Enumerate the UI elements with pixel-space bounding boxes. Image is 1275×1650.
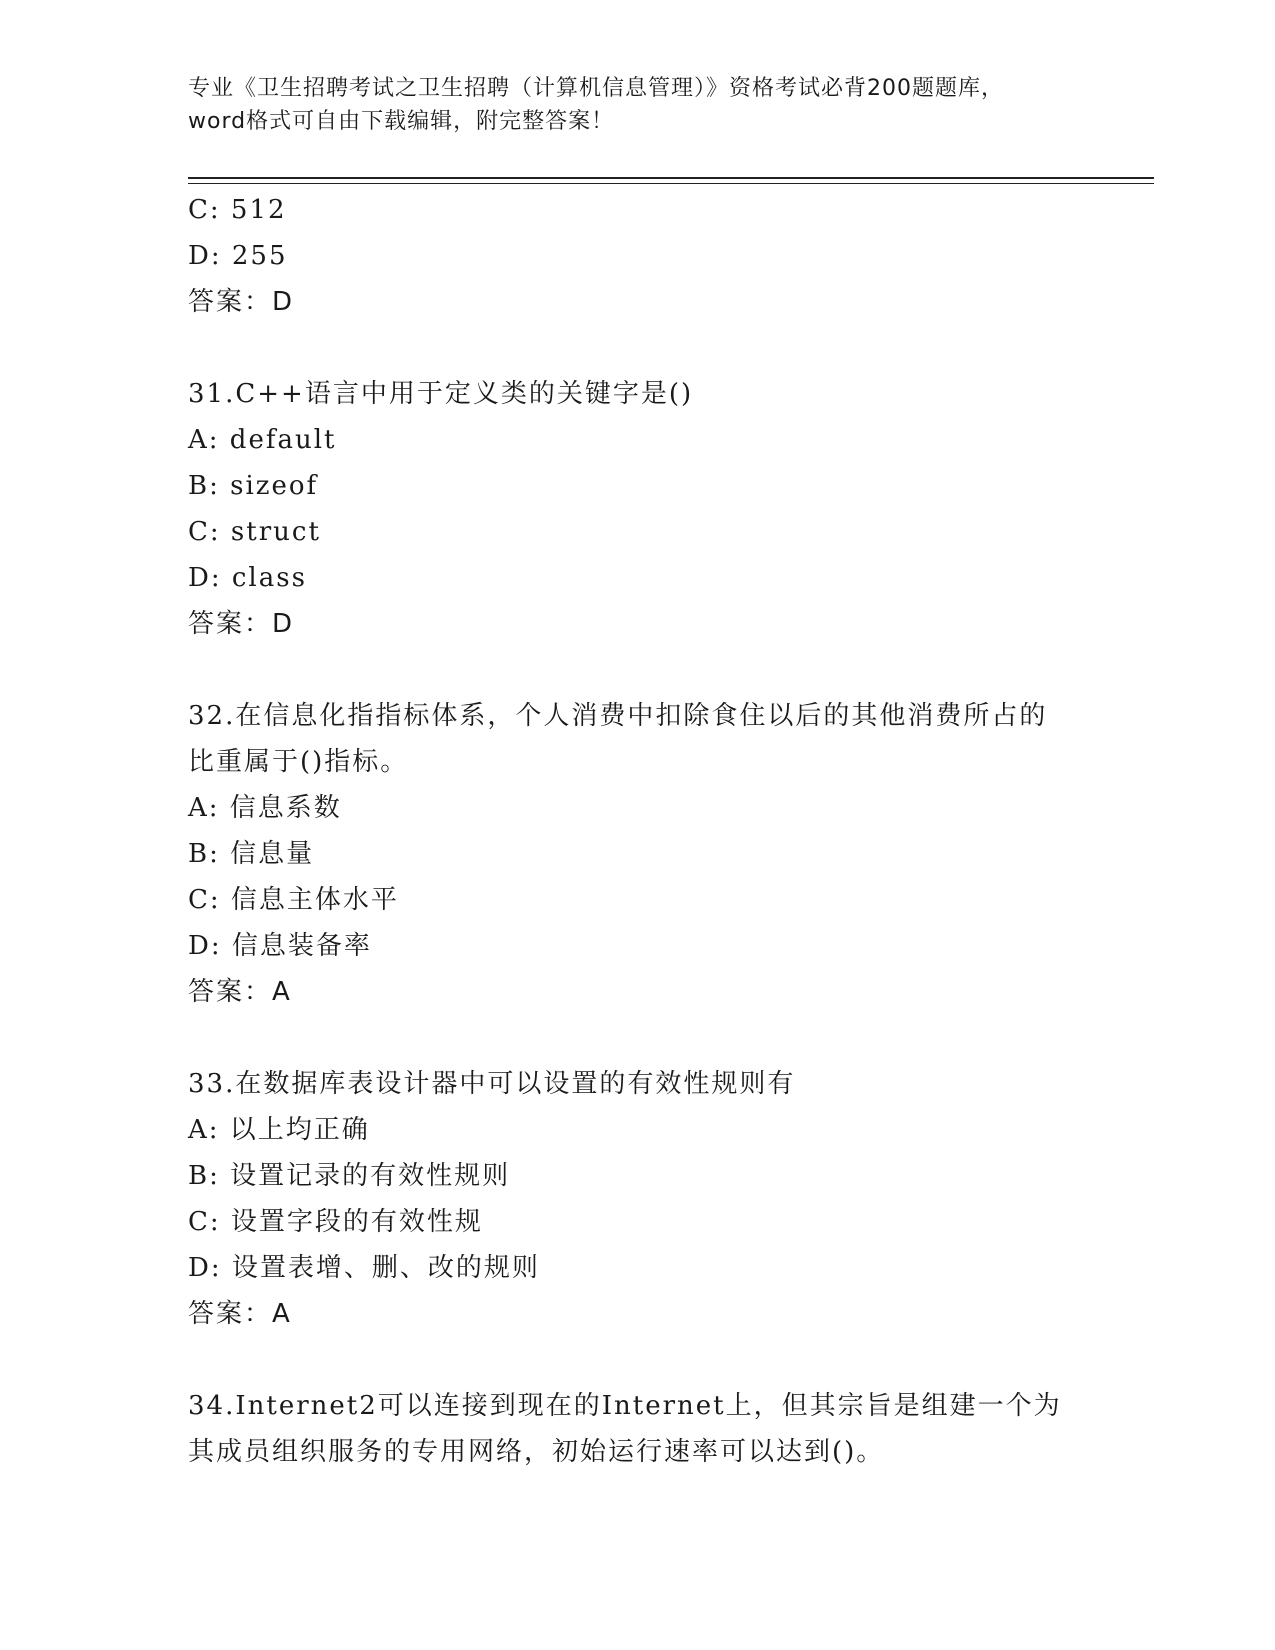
option-d: D: 设置表增、删、改的规则: [188, 1253, 540, 1283]
question-34-text-line-1: 34.Internet2可以连接到现在的Internet上，但其宗旨是组建一个为: [188, 1391, 1062, 1421]
header-title-line-1: 专业《卫生招聘考试之卫生招聘（计算机信息管理）》资格考试必背200题题库，: [188, 76, 1004, 101]
option-b: B: sizeof: [188, 471, 319, 501]
option-c: C: 信息主体水平: [188, 885, 399, 915]
question-list: [188, 187, 1128, 1475]
option-d: D: 255: [188, 241, 288, 271]
document-header: [188, 72, 1088, 138]
option-c: C: 设置字段的有效性规: [188, 1207, 483, 1237]
header-divider-thin: [188, 183, 1154, 184]
question-31-text: 31.C++语言中用于定义类的关键字是(): [188, 379, 694, 409]
answer: 答案：A: [188, 977, 292, 1007]
option-a: A: 信息系数: [188, 793, 342, 823]
question-32-text-line-1: 32.在信息化指指标体系，个人消费中扣除食住以后的其他消费所占的: [188, 701, 1048, 731]
option-c: C: struct: [188, 517, 321, 547]
option-a: A: default: [188, 425, 337, 455]
question-34-text-line-2: 其成员组织服务的专用网络，初始运行速率可以达到()。: [188, 1437, 885, 1467]
answer: 答案：D: [188, 287, 295, 317]
option-d: D: 信息装备率: [188, 931, 372, 961]
option-d: D: class: [188, 563, 307, 593]
option-a: A: 以上均正确: [188, 1115, 370, 1145]
question-32-text-line-2: 比重属于()指标。: [188, 747, 409, 777]
header-divider-thick: [188, 177, 1154, 179]
option-c: C: 512: [188, 195, 287, 225]
answer: 答案：A: [188, 1299, 292, 1329]
question-33-text: 33.在数据库表设计器中可以设置的有效性规则有: [188, 1069, 796, 1099]
option-b: B: 信息量: [188, 839, 315, 869]
answer: 答案：D: [188, 609, 295, 639]
header-title-line-2: word格式可自由下载编辑，附完整答案！: [188, 109, 615, 134]
option-b: B: 设置记录的有效性规则: [188, 1161, 511, 1191]
